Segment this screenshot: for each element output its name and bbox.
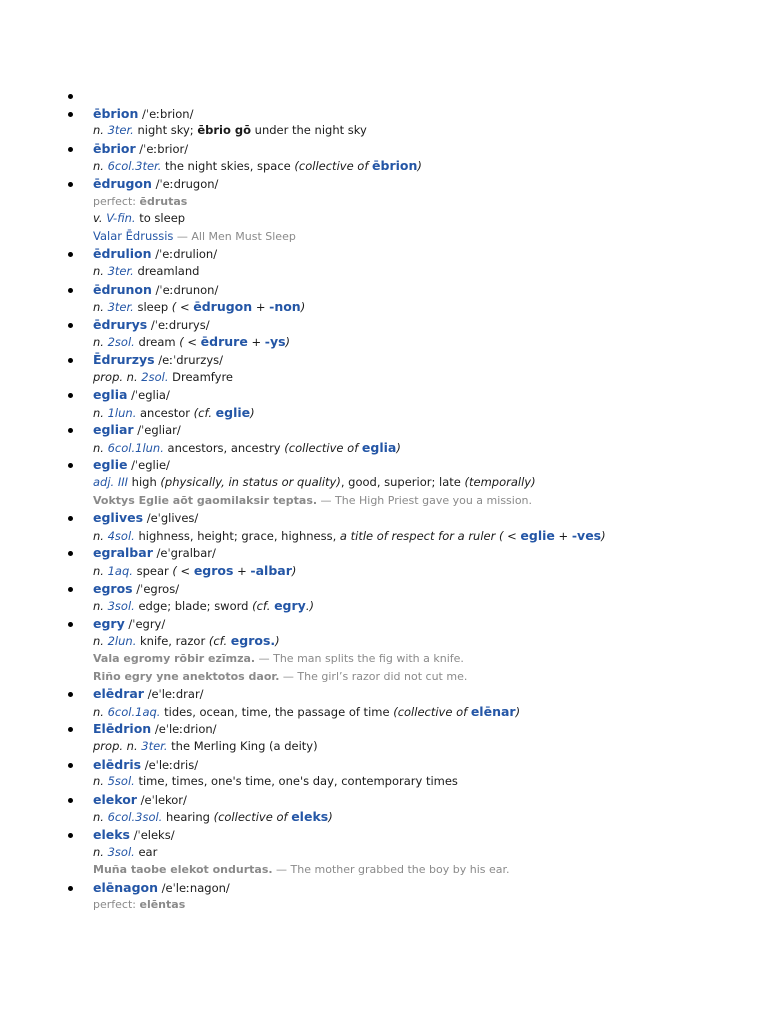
bullet-icon xyxy=(68,516,73,521)
entry-headline xyxy=(93,87,768,105)
headword: elēdris xyxy=(93,756,142,772)
entry-text-segment: n. xyxy=(93,528,108,543)
entry-text-segment: egros. xyxy=(230,633,276,649)
entry-detail-line xyxy=(93,263,768,281)
headword: eleks xyxy=(93,826,130,842)
entry-text-segment: (physically, in status or quality) xyxy=(160,475,341,490)
entry-text-segment: n. xyxy=(93,599,108,614)
entry-text-segment: , good, superior; late xyxy=(340,475,465,490)
entry-detail-line xyxy=(93,650,768,668)
headword: ēdrurys xyxy=(93,316,148,332)
bullet-icon xyxy=(68,798,73,803)
bullet-icon xyxy=(68,252,73,257)
entry-headline xyxy=(93,580,768,598)
entry-text-segment: n. xyxy=(93,634,108,649)
entry-text-segment: Vala egromy rōbir ezīmza. xyxy=(93,652,256,665)
entry-text-segment: ) xyxy=(285,335,291,350)
entry-text-segment: time, times, one's time, one's day, contemporary times xyxy=(134,774,458,789)
dictionary-entry xyxy=(0,615,768,685)
headword: egliar xyxy=(93,422,134,438)
entry-text-segment: n. xyxy=(93,405,108,420)
entry-text-segment: -non xyxy=(269,299,301,315)
entry-text-segment: 5sol. xyxy=(107,774,135,789)
pronunciation: /eˈleːdrar/ xyxy=(143,687,204,702)
entry-headline xyxy=(93,105,768,123)
entry-detail-line xyxy=(93,738,768,756)
entry-detail-line xyxy=(93,404,768,422)
entry-text-segment: 4sol. xyxy=(107,528,135,543)
entry-text-segment: 2sol. xyxy=(141,369,169,384)
bullet-icon xyxy=(68,463,73,468)
pronunciation: /ˈegry/ xyxy=(124,616,166,631)
entry-text-segment: n. xyxy=(93,844,108,859)
entry-text-segment: (collective of xyxy=(294,159,373,174)
entry-detail-line xyxy=(93,122,768,140)
pronunciation: /eˈleːdris/ xyxy=(141,757,199,772)
entry-text-segment: egros xyxy=(193,563,234,579)
entry-text-segment: ēdrure xyxy=(200,334,248,350)
entry-text-segment: ( < xyxy=(179,335,201,350)
entry-text-segment: (collective of xyxy=(284,440,362,455)
entry-detail-line xyxy=(93,896,768,914)
entry-text-segment: ) xyxy=(328,810,333,825)
entry-detail-line xyxy=(93,193,768,211)
pronunciation: /eˈgralbar/ xyxy=(152,546,216,561)
entry-text-segment: ancestors, ancestry xyxy=(163,440,285,455)
bullet-icon xyxy=(68,727,73,732)
entry-text-segment: 2lun. xyxy=(107,634,137,649)
headword: ēdrunon xyxy=(93,281,152,297)
entry-detail-line xyxy=(93,298,768,316)
entry-text-segment: n. xyxy=(93,159,108,174)
dictionary-entry xyxy=(0,87,768,105)
entry-text-segment: (collective of xyxy=(213,810,292,825)
entry-text-segment: ) xyxy=(396,440,401,455)
headword: ēbrion xyxy=(93,105,139,121)
entry-text-segment: ) xyxy=(275,634,280,649)
entry-text-segment: + xyxy=(554,528,572,543)
entry-headline xyxy=(93,421,768,439)
entry-headline xyxy=(93,351,768,369)
pronunciation: /ˈeːbrior/ xyxy=(135,141,189,156)
bullet-icon xyxy=(68,358,73,363)
entry-text-segment: n. xyxy=(93,774,108,789)
bullet-icon xyxy=(68,551,73,556)
dictionary-entry xyxy=(0,105,768,140)
pronunciation: /ˈeːdrugon/ xyxy=(151,176,219,191)
entry-headline xyxy=(93,685,768,703)
headword: elēdrar xyxy=(93,686,144,702)
entry-text-segment: n. xyxy=(93,704,108,719)
entry-text-segment: knife, razor xyxy=(136,634,209,649)
entry-detail-line xyxy=(93,157,768,175)
entry-text-segment: elēnar xyxy=(470,703,516,719)
entry-text-segment: V-fin. xyxy=(106,211,136,226)
entry-text-segment: Muña taobe elekot ondurtas. xyxy=(93,863,273,877)
dictionary-entry xyxy=(0,140,768,175)
entry-detail-line xyxy=(93,597,768,615)
entry-headline xyxy=(93,879,768,897)
entry-detail-line xyxy=(93,808,768,826)
entry-text-segment: hearing xyxy=(162,810,214,825)
entry-text-segment: eglie xyxy=(215,404,251,420)
entry-text-segment: egry xyxy=(274,598,306,614)
entry-text-segment: (cf. xyxy=(193,405,216,420)
entry-text-segment: 6col.3sol. xyxy=(107,810,163,825)
entry-headline xyxy=(93,615,768,633)
bullet-icon xyxy=(68,112,73,117)
entry-text-segment: adj. III xyxy=(93,475,129,490)
dictionary-entry xyxy=(0,756,768,791)
dictionary-entry xyxy=(0,685,768,720)
entry-headline xyxy=(93,826,768,844)
entry-text-segment: perfect: xyxy=(93,194,140,208)
headword: ēdrulion xyxy=(93,246,152,262)
entry-text-segment: 3sol. xyxy=(107,599,135,614)
entry-headline xyxy=(93,544,768,562)
entry-text-segment: 6col.1aq. xyxy=(107,704,161,719)
bullet-icon xyxy=(68,833,73,838)
bullet-icon xyxy=(68,288,73,293)
headword: eglia xyxy=(93,387,128,403)
entry-text-segment: n. xyxy=(93,810,108,825)
entry-text-segment: — The High Priest gave you a mission. xyxy=(317,493,533,507)
entry-text-segment: ) xyxy=(300,300,306,315)
entry-detail-line xyxy=(93,492,768,510)
entry-detail-line xyxy=(93,333,768,351)
entry-headline xyxy=(93,140,768,158)
bullet-icon xyxy=(68,393,73,398)
entry-text-segment: ancestor xyxy=(136,405,194,420)
entry-text-segment: ) xyxy=(515,704,521,719)
entry-text-segment: ēdrutas xyxy=(139,194,188,208)
pronunciation: /ˈeːdrunon/ xyxy=(151,282,219,297)
dictionary-entry xyxy=(0,386,768,421)
entry-text-segment: ) xyxy=(250,405,255,420)
bullet-icon xyxy=(68,428,73,433)
entry-text-segment: n. xyxy=(93,440,108,455)
entry-text-segment: — The mother grabbed the boy by his ear. xyxy=(272,863,510,877)
entry-text-segment: 6col.3ter. xyxy=(107,159,162,174)
entry-text-segment: eglia xyxy=(361,439,397,455)
entry-detail-line xyxy=(93,703,768,721)
entry-text-segment: n. xyxy=(93,300,108,315)
entry-detail-line xyxy=(93,439,768,457)
headword: Ēdrurzys xyxy=(93,351,155,367)
dictionary-entry-list xyxy=(0,87,768,914)
entry-headline xyxy=(93,756,768,774)
entry-headline xyxy=(93,175,768,193)
entry-detail-line xyxy=(93,861,768,879)
entry-text-segment: 1aq. xyxy=(107,564,133,579)
entry-text-segment: — The man splits the fig with a knife. xyxy=(255,652,464,665)
entry-text-segment: n. xyxy=(93,564,108,579)
bullet-icon xyxy=(68,147,73,152)
entry-text-segment: ear xyxy=(134,844,158,859)
dictionary-entry xyxy=(0,826,768,879)
entry-text-segment: n. xyxy=(93,335,108,350)
entry-headline xyxy=(93,791,768,809)
entry-text-segment: 3ter. xyxy=(107,123,134,138)
dictionary-entry xyxy=(0,351,768,386)
pronunciation: /ˈeːdrulion/ xyxy=(151,247,218,262)
dictionary-entry xyxy=(0,421,768,456)
dictionary-entry xyxy=(0,509,768,544)
entry-text-segment: elēntas xyxy=(139,898,186,912)
entry-text-segment: (cf. xyxy=(208,634,231,649)
dictionary-entry xyxy=(0,879,768,914)
pronunciation: /eˈglives/ xyxy=(143,511,199,526)
entry-detail-line xyxy=(93,210,768,228)
entry-text-segment: + xyxy=(252,300,270,315)
pronunciation: /ˈeglie/ xyxy=(127,458,170,473)
dictionary-entry xyxy=(0,316,768,351)
entry-headline xyxy=(93,509,768,527)
entry-text-segment: -ys xyxy=(264,334,286,350)
entry-text-segment: ) xyxy=(417,159,422,174)
bullet-icon xyxy=(68,587,73,592)
bullet-icon xyxy=(68,182,73,187)
entry-headline xyxy=(93,456,768,474)
entry-detail-line xyxy=(93,668,768,686)
entry-text-segment: to sleep xyxy=(135,211,186,226)
bullet-icon xyxy=(68,94,73,99)
headword: ēdrugon xyxy=(93,175,152,191)
entry-detail-line xyxy=(93,562,768,580)
headword: egry xyxy=(93,615,125,631)
entry-text-segment: eglie xyxy=(520,527,555,543)
entry-text-segment: ) xyxy=(601,528,606,543)
entry-text-segment: highness, height; grace, highness, xyxy=(134,528,340,543)
pronunciation: /eˈleːnagon/ xyxy=(158,880,230,895)
entry-detail-line xyxy=(93,228,768,246)
entry-text-segment: 1lun. xyxy=(107,405,137,420)
headword: elēnagon xyxy=(93,879,159,895)
entry-text-segment: — The girl’s razor did not cut me. xyxy=(279,669,468,683)
entry-text-segment: Voktys Eglie aōt gaomilaksir teptas. xyxy=(93,493,318,507)
entry-text-segment: prop. n. xyxy=(93,738,142,753)
entry-text-segment: ēbrion xyxy=(372,158,418,174)
entry-text-segment: — All Men Must Sleep xyxy=(173,229,296,243)
entry-text-segment: (temporally) xyxy=(464,475,536,490)
entry-text-segment: perfect: xyxy=(93,898,140,912)
entry-text-segment: 6col.1lun. xyxy=(107,440,164,455)
entry-text-segment: 3ter. xyxy=(107,263,134,278)
dictionary-entry xyxy=(0,720,768,755)
pronunciation: /ˈeːdrurys/ xyxy=(147,317,210,332)
entry-headline xyxy=(93,281,768,299)
dictionary-entry xyxy=(0,245,768,280)
entry-detail-line xyxy=(93,844,768,862)
entry-text-segment: tides, ocean, time, the passage of time xyxy=(160,704,394,719)
dictionary-entry xyxy=(0,580,768,615)
headword: eglie xyxy=(93,457,128,473)
bullet-icon xyxy=(68,622,73,627)
pronunciation: /ˈeglia/ xyxy=(127,388,170,403)
pronunciation: /eˈlekor/ xyxy=(136,792,187,807)
entry-text-segment: prop. n. xyxy=(93,369,142,384)
entry-text-segment: n. xyxy=(93,123,108,138)
entry-text-segment: Riño egry yne anektotos daor. xyxy=(93,669,280,683)
entry-text-segment: night sky; xyxy=(133,123,198,138)
entry-text-segment: under the night sky xyxy=(251,123,367,138)
pronunciation: /ˈegliar/ xyxy=(133,423,181,438)
headword: eglives xyxy=(93,510,144,526)
entry-text-segment: -ves xyxy=(571,527,602,543)
pronunciation: /ˈegros/ xyxy=(132,581,180,596)
pronunciation: /eˈleːdrion/ xyxy=(151,722,217,737)
entry-headline xyxy=(93,386,768,404)
entry-text-segment: dream xyxy=(134,335,180,350)
entry-text-segment: n. xyxy=(93,263,108,278)
entry-text-segment: 3ter. xyxy=(107,300,134,315)
entry-text-segment: ēdrugon xyxy=(193,299,253,315)
headword: Elēdrion xyxy=(93,721,152,737)
entry-text-segment: the night skies, space xyxy=(161,159,295,174)
dictionary-entry xyxy=(0,456,768,509)
entry-text-segment: v. xyxy=(93,211,107,226)
bullet-icon xyxy=(68,323,73,328)
entry-text-segment: Dreamfyre xyxy=(168,369,233,384)
entry-text-segment: ) xyxy=(291,564,297,579)
entry-detail-line xyxy=(93,773,768,791)
entry-text-segment: the Merling King (a deity) xyxy=(167,738,318,753)
dictionary-entry xyxy=(0,544,768,579)
headword: egralbar xyxy=(93,545,153,561)
entry-headline xyxy=(93,720,768,738)
bullet-icon xyxy=(68,886,73,891)
entry-text-segment: dreamland xyxy=(133,263,200,278)
pronunciation: /eːˈdrurzys/ xyxy=(154,352,223,367)
headword: elekor xyxy=(93,791,137,807)
entry-text-segment: a title of respect for a ruler ( < xyxy=(339,528,521,543)
dictionary-entry xyxy=(0,175,768,245)
entry-text-segment: eleks xyxy=(291,809,329,825)
entry-text-segment: + xyxy=(233,564,251,579)
entry-headline xyxy=(93,316,768,334)
entry-text-segment: edge; blade; sword xyxy=(134,599,253,614)
pronunciation: /ˈeːbrion/ xyxy=(138,106,194,121)
entry-text-segment: (collective of xyxy=(393,704,471,719)
entry-text-segment: ēbrio gō xyxy=(197,123,252,138)
entry-detail-line xyxy=(93,369,768,387)
entry-text-segment: 2sol. xyxy=(107,335,135,350)
headword: ēbrior xyxy=(93,140,136,156)
entry-text-segment: -albar xyxy=(250,563,292,579)
entry-text-segment: 3sol. xyxy=(107,844,135,859)
bullet-icon xyxy=(68,692,73,697)
entry-text-segment: ( < xyxy=(171,300,194,315)
entry-headline xyxy=(93,245,768,263)
entry-detail-line xyxy=(93,632,768,650)
entry-text-segment: spear xyxy=(132,564,173,579)
entry-text-segment: sleep xyxy=(133,300,172,315)
bullet-icon xyxy=(68,763,73,768)
dictionary-entry xyxy=(0,791,768,826)
entry-text-segment: 3ter. xyxy=(141,738,168,753)
entry-detail-line xyxy=(93,527,768,545)
pronunciation: /ˈeleks/ xyxy=(130,827,175,842)
headword: egros xyxy=(93,580,133,596)
entry-text-segment: ( < xyxy=(172,564,194,579)
entry-text-segment: (cf. xyxy=(252,599,275,614)
dictionary-entry xyxy=(0,281,768,316)
entry-detail-line xyxy=(93,474,768,492)
entry-text-segment: + xyxy=(247,335,265,350)
entry-text-segment: Valar Ēdrussis xyxy=(93,228,174,243)
entry-text-segment: .) xyxy=(305,599,314,614)
entry-text-segment: high xyxy=(128,475,161,490)
